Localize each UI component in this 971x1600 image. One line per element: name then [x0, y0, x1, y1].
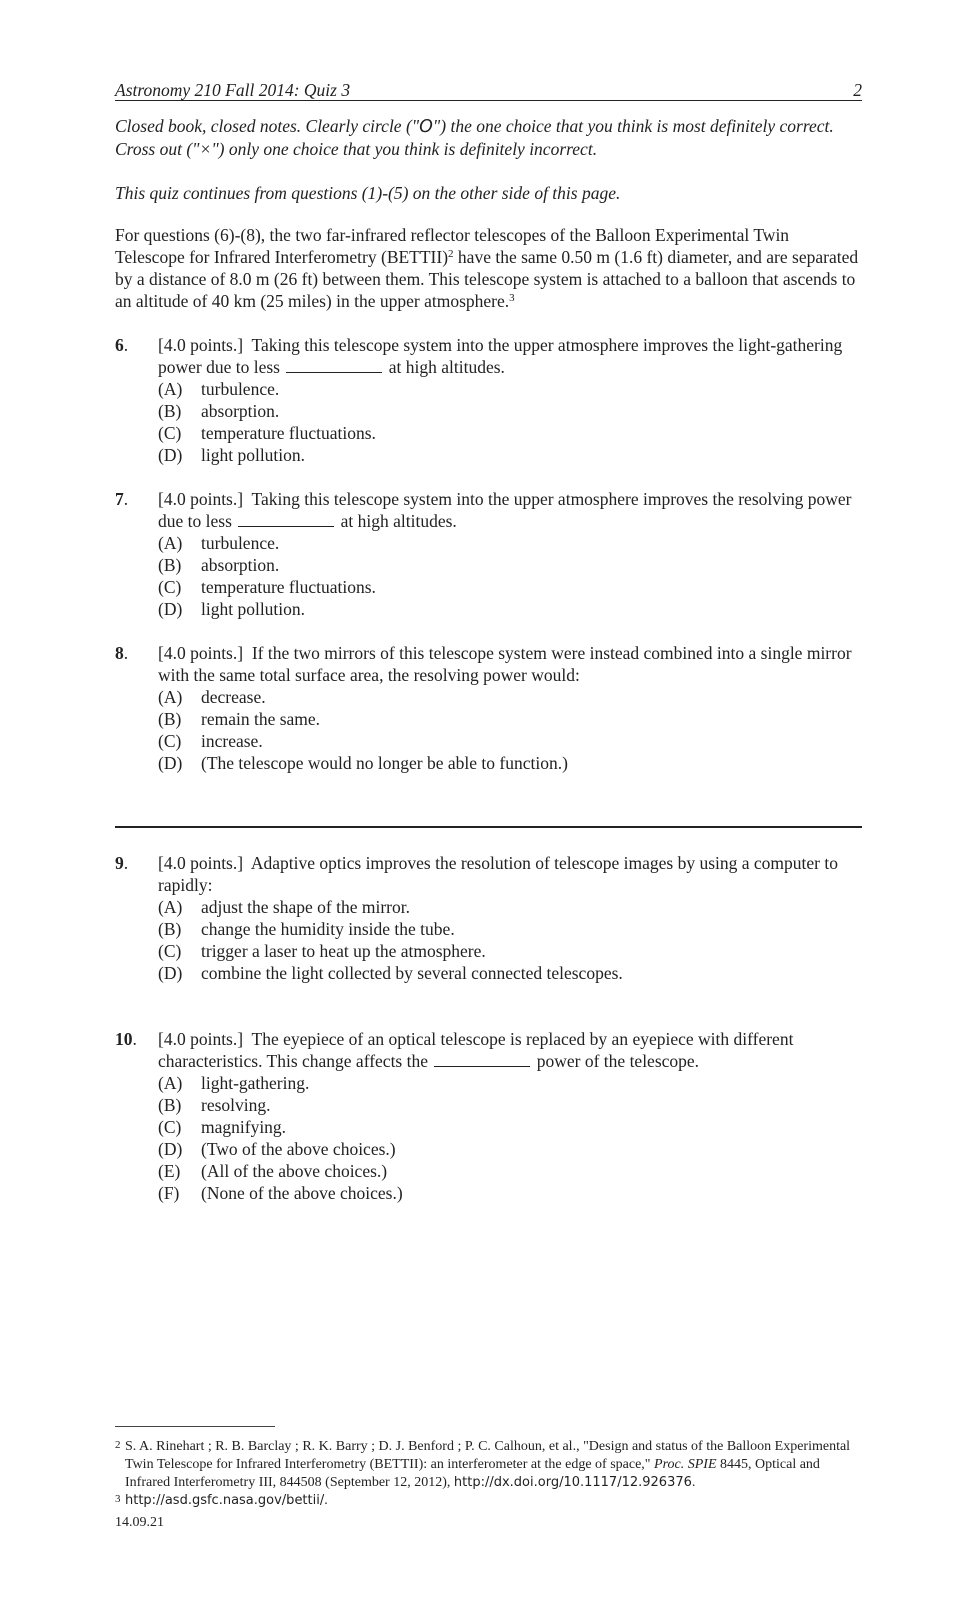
- choice-c[interactable]: (C) temperature fluctuations.: [158, 577, 376, 597]
- footnote-3: 3 http://asd.gsfc.nasa.gov/bettii/.: [115, 1493, 328, 1508]
- choice-b[interactable]: (B) resolving.: [158, 1095, 271, 1115]
- footnote-2: 2 S. A. Rinehart ; R. B. Barclay ; R. K. Barry ; D. J. Benford ; P. C. Calhoun, et al., "Design and status of the Balloon Experimental Twin Telescope for Infrared Interferometry (BETTII): an interferometer at the edge of space," Proc. SPIE 8445, Optical and Infrared Interferometry III, 844508 (September 12, 2012), http://dx.doi.org/10.1117/12.926376.: [115, 1439, 851, 1490]
- choice-b[interactable]: (B) change the humidity inside the tube.: [158, 919, 455, 939]
- choice-a[interactable]: (A) decrease.: [158, 687, 266, 707]
- choice-e[interactable]: (E) (All of the above choices.): [158, 1161, 388, 1181]
- question-text: [4.0 points.] The eyepiece of an optical telescope is replaced by an eyepiece with different characteristics. This change affects the power of the telescope.: [158, 1029, 794, 1071]
- footnotes: [115, 1438, 865, 1532]
- answer-blank: [286, 356, 382, 373]
- question-number: 8.: [115, 643, 129, 663]
- choice-d[interactable]: (D) (Two of the above choices.): [158, 1139, 396, 1159]
- choice-b[interactable]: (B) remain the same.: [158, 709, 321, 729]
- header-title: Astronomy 210 Fall 2014: Quiz 3: [115, 80, 351, 100]
- choice-d[interactable]: (D) light pollution.: [158, 445, 306, 465]
- choice-c[interactable]: (C) magnifying.: [158, 1117, 287, 1137]
- continuation-note: This quiz continues from questions (1)-(5) on the other side of this page.: [115, 183, 621, 203]
- question-text: [4.0 points.] Adaptive optics improves the resolution of telescope images by using a computer to rapidly:: [158, 853, 838, 895]
- choice-b[interactable]: (B) absorption.: [158, 401, 280, 421]
- question-number: 9.: [115, 853, 129, 873]
- footnote-ref-3: 3: [509, 292, 515, 304]
- question-8: [115, 642, 862, 774]
- question-number: 10.: [115, 1029, 137, 1049]
- question-10: [115, 1028, 862, 1204]
- choice-a[interactable]: (A) adjust the shape of the mirror.: [158, 897, 410, 917]
- bettii-link[interactable]: http://asd.gsfc.nasa.gov/bettii/: [125, 1493, 325, 1508]
- question-number: 6.: [115, 335, 129, 355]
- quiz-page: [115, 80, 862, 1204]
- choice-c[interactable]: (C) temperature fluctuations.: [158, 423, 376, 443]
- question-6: [115, 334, 862, 466]
- choice-a[interactable]: (A) turbulence.: [158, 379, 280, 399]
- doi-link[interactable]: http://dx.doi.org/10.1117/12.926376: [453, 1475, 692, 1490]
- footnote-rule: [115, 1426, 275, 1427]
- choice-b[interactable]: (B) absorption.: [158, 555, 280, 575]
- cross-symbol: ×: [199, 139, 212, 159]
- choice-c[interactable]: (C) increase.: [158, 731, 263, 751]
- intro-paragraph: For questions (6)-(8), the two far-infrared reflector telescopes of the Balloon Experimental Twin Telescope for Infrared Interferometry (BETTII)$^2$ have the same 0.50 m (1.6 ft) diameter, and are separated by a distance of 8.0 m (26 ft) between them. This telescope system is attached to a balloon that ascends to an altitude of 40 km (25 miles) in the upper atmosphere.$^3$: [115, 225, 859, 311]
- choice-f[interactable]: (F) (None of the above choices.): [158, 1183, 403, 1203]
- question-7: [115, 488, 862, 620]
- choice-c[interactable]: (C) trigger a laser to heat up the atmosphere.: [158, 941, 486, 961]
- footnote-ref-2: 2: [448, 248, 454, 260]
- date-stamp: 14.09.21: [115, 1515, 164, 1530]
- choice-d[interactable]: (D) (The telescope would no longer be able to function.): [158, 753, 568, 773]
- section-divider: [115, 826, 862, 828]
- question-text: [4.0 points.] Taking this telescope system into the upper atmosphere improves the resolving power due to less at high altitudes.: [158, 489, 852, 531]
- page-header: [115, 80, 862, 101]
- instructions: Closed book, closed notes. Clearly circle ("O") the one choice that you think is most definitely correct. Cross out ("×") only one choice that you think is definitely incorrect.: [115, 116, 834, 159]
- answer-blank: [434, 1050, 530, 1067]
- question-text: [4.0 points.] If the two mirrors of this telescope system were instead combined into a single mirror with the same total surface area, the resolving power would:: [158, 643, 852, 685]
- choice-a[interactable]: (A) light-gathering.: [158, 1073, 310, 1093]
- circle-symbol: O: [419, 117, 433, 137]
- question-number: 7.: [115, 489, 129, 509]
- question-9: [115, 852, 862, 984]
- choice-a[interactable]: (A) turbulence.: [158, 533, 280, 553]
- question-text: [4.0 points.] Taking this telescope system into the upper atmosphere improves the light-gathering power due to less at high altitudes.: [158, 335, 843, 377]
- page-number: 2: [853, 80, 862, 100]
- choice-d[interactable]: (D) light pollution.: [158, 599, 306, 619]
- choice-d[interactable]: (D) combine the light collected by several connected telescopes.: [158, 963, 623, 983]
- answer-blank: [238, 510, 334, 527]
